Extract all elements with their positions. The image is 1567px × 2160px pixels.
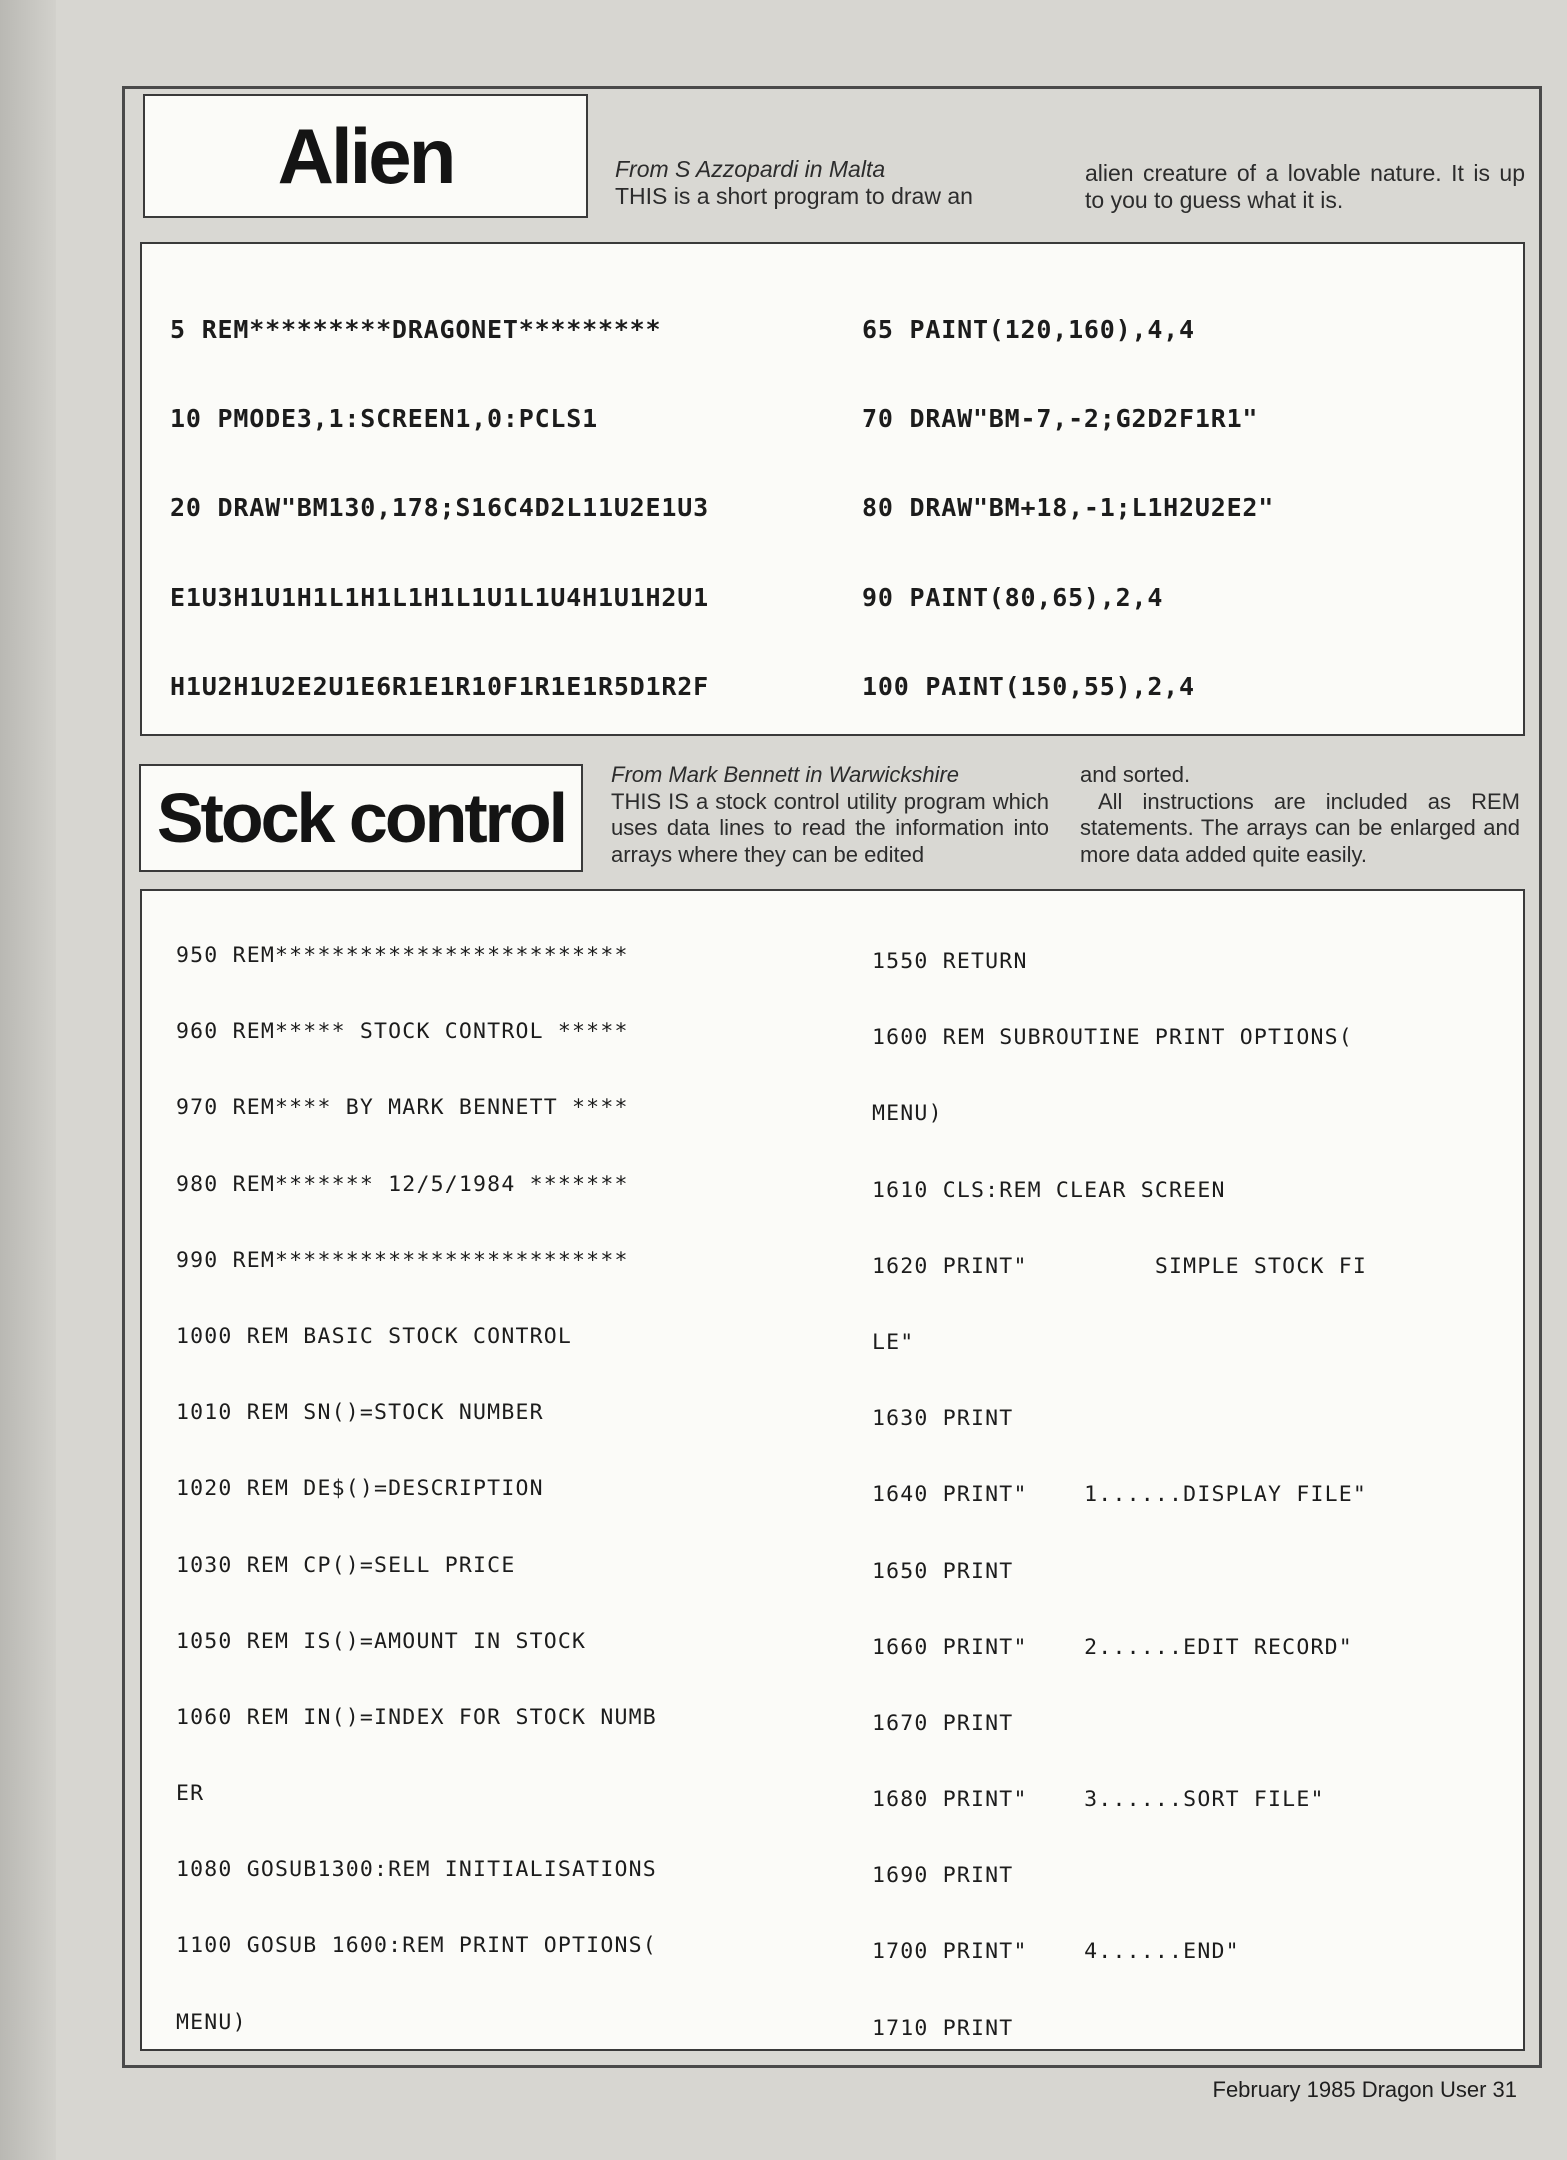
stock-intro-text-1: THIS IS a stock control utility program which uses data lines to read the information into arrays where they can be edited — [611, 788, 1049, 867]
stock-intro-text-2a: and sorted. — [1080, 762, 1191, 787]
alien-listing-col1 — [170, 256, 709, 736]
code-line: 1100 GOSUB 1600:REM PRINT OPTIONS( — [176, 1933, 657, 1959]
code-line: 100 PAINT(150,55),2,4 — [862, 671, 1195, 701]
code-line: 1670 PRINT — [872, 1710, 1014, 1736]
code-line: 1550 RETURN — [872, 949, 1028, 974]
code-line: 1080 GOSUB1300:REM INITIALISATIONS — [176, 1857, 657, 1883]
code-line: 980 REM******* 12/5/1984 ******* — [176, 1171, 629, 1197]
alien-intro-text-1: THIS is a short program to draw an — [615, 183, 973, 209]
code-line: 65 PAINT(120,160),4,4 — [862, 315, 1195, 344]
code-line: 1000 REM BASIC STOCK CONTROL — [176, 1323, 573, 1349]
code-line: 1050 REM IS()=AMOUNT IN STOCK — [176, 1628, 587, 1654]
code-line: LE" — [872, 1329, 915, 1355]
code-line: 1630 PRINT — [872, 1406, 1014, 1432]
code-line: 970 REM**** BY MARK BENNETT **** — [176, 1095, 629, 1121]
code-line: 5 REM*********DRAGONET********* — [170, 315, 662, 344]
code-line: 950 REM************************* — [176, 943, 629, 968]
stock-listing-col2 — [872, 899, 1367, 2051]
code-line: 1680 PRINT" 3......SORT FILE" — [872, 1787, 1325, 1813]
code-line: 990 REM************************* — [176, 1247, 629, 1273]
code-line: 1700 PRINT" 4......END" — [872, 1939, 1240, 1965]
code-line: 1020 REM DE$()=DESCRIPTION — [176, 1476, 544, 1502]
page-footer: February 1985 Dragon User 31 — [1212, 2077, 1517, 2102]
alien-intro-text-2: alien creature of a lovable nature. It is up to you to guess what it is. — [1085, 160, 1525, 213]
alien-title: Alien — [277, 111, 454, 200]
code-line: 80 DRAW"BM+18,-1;L1H2U2E2" — [862, 493, 1275, 523]
alien-listing — [140, 242, 1525, 736]
alien-byline: From S Azzopardi in Malta — [615, 156, 886, 182]
code-line: E1U3H1U1H1L1H1L1H1L1U1L1U4H1U1H2U1 — [170, 582, 709, 612]
code-line: 1610 CLS:REM CLEAR SCREEN — [872, 1177, 1226, 1203]
code-line: 70 DRAW"BM-7,-2;G2D2F1R1" — [862, 404, 1259, 434]
stock-intro-text-2b: All instructions are included as REM statements. The arrays can be enlarged and more data added quite easily. — [1080, 788, 1520, 867]
code-line: 20 DRAW"BM130,178;S16C4D2L11U2E1U3 — [170, 493, 709, 523]
alien-title-box — [143, 94, 588, 218]
stock-listing-col1 — [176, 893, 657, 2051]
code-line: 1650 PRINT — [872, 1558, 1014, 1584]
code-line: 1660 PRINT" 2......EDIT RECORD" — [872, 1634, 1353, 1660]
stock-listing — [140, 889, 1525, 2051]
code-line: 90 PAINT(80,65),2,4 — [862, 582, 1164, 612]
stock-intro-col1 — [611, 762, 1049, 868]
code-line: 1030 REM CP()=SELL PRICE — [176, 1552, 516, 1578]
code-line: 1060 REM IN()=INDEX FOR STOCK NUMB — [176, 1704, 657, 1730]
magazine-spine-shadow — [0, 0, 56, 2160]
code-line: H1U2H1U2E2U1E6R1E1R10F1R1E1R5D1R2F — [170, 671, 709, 701]
code-line: MENU) — [176, 2009, 247, 2035]
code-line: 1710 PRINT — [872, 2015, 1014, 2041]
alien-intro-col1 — [615, 156, 1055, 210]
code-line: 1600 REM SUBROUTINE PRINT OPTIONS( — [872, 1025, 1353, 1051]
code-line: 1690 PRINT — [872, 1863, 1014, 1889]
code-line: 1620 PRINT" SIMPLE STOCK FI — [872, 1253, 1368, 1279]
code-line: ER — [176, 1781, 205, 1807]
code-line: 1640 PRINT" 1......DISPLAY FILE" — [872, 1482, 1368, 1508]
stock-byline: From Mark Bennett in Warwickshire — [611, 762, 960, 787]
code-line: 1010 REM SN()=STOCK NUMBER — [176, 1400, 544, 1426]
stock-title: Stock control — [156, 779, 566, 857]
alien-listing-col2 — [862, 256, 1353, 736]
stock-intro-col2 — [1080, 762, 1520, 868]
code-line: 10 PMODE3,1:SCREEN1,0:PCLS1 — [170, 404, 598, 434]
code-line: MENU) — [872, 1101, 943, 1127]
alien-intro-col2 — [1085, 160, 1525, 214]
code-line: 960 REM***** STOCK CONTROL ***** — [176, 1019, 629, 1045]
stock-title-box — [139, 764, 583, 872]
